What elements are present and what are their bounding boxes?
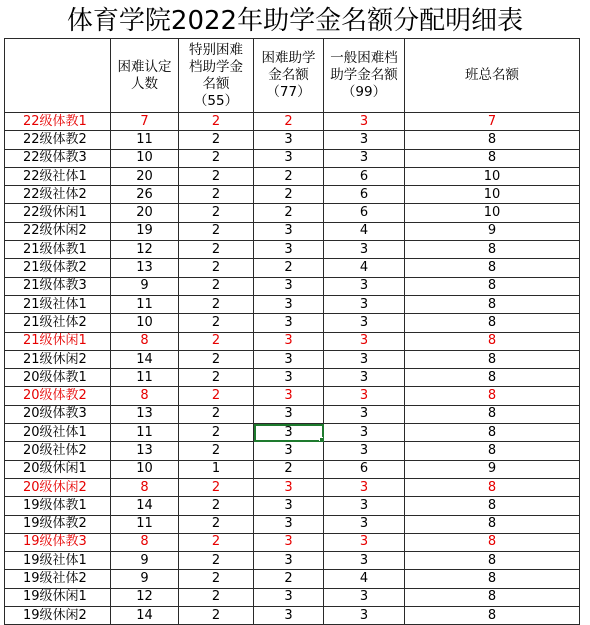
table-row bbox=[5, 607, 580, 625]
general-quota-cell[interactable]: 3 bbox=[324, 533, 405, 551]
special-quota-cell[interactable]: 2 bbox=[179, 167, 254, 185]
hardship-quota-cell[interactable]: 2 bbox=[254, 259, 324, 277]
hardship-quota-cell[interactable]: 3 bbox=[254, 222, 324, 240]
class-name-cell[interactable]: 19级休闲2 bbox=[5, 607, 111, 625]
class-total-cell[interactable]: 8 bbox=[405, 552, 580, 570]
general-quota-cell[interactable]: 4 bbox=[324, 570, 405, 588]
general-quota-cell[interactable]: 3 bbox=[324, 332, 405, 350]
special-quota-cell[interactable]: 2 bbox=[179, 295, 254, 313]
hardship-quota-cell[interactable]: 3 bbox=[254, 332, 324, 350]
header-cell-special[interactable]: 特别困难 档助学金 名额 （55） bbox=[179, 39, 254, 113]
special-quota-cell[interactable]: 2 bbox=[179, 607, 254, 625]
general-quota-cell[interactable]: 3 bbox=[324, 552, 405, 570]
recognized-count-cell[interactable]: 14 bbox=[111, 607, 179, 625]
recognized-count-cell[interactable]: 8 bbox=[111, 387, 179, 405]
table-row bbox=[5, 314, 580, 332]
special-quota-cell[interactable]: 2 bbox=[179, 222, 254, 240]
general-quota-cell[interactable]: 6 bbox=[324, 167, 405, 185]
hardship-quota-cell[interactable]: 2 bbox=[254, 570, 324, 588]
header-row bbox=[5, 39, 580, 113]
table-row bbox=[5, 204, 580, 222]
class-name-cell[interactable]: 22级休闲1 bbox=[5, 204, 111, 222]
class-name-cell[interactable]: 19级休闲1 bbox=[5, 588, 111, 606]
class-total-cell[interactable]: 8 bbox=[405, 241, 580, 259]
class-name-cell[interactable]: 22级体教2 bbox=[5, 131, 111, 149]
table-row bbox=[5, 497, 580, 515]
table-row bbox=[5, 186, 580, 204]
class-name-cell[interactable]: 22级体教1 bbox=[5, 113, 111, 131]
class-total-cell[interactable]: 8 bbox=[405, 424, 580, 442]
class-name-cell[interactable]: 21级体教1 bbox=[5, 241, 111, 259]
special-quota-cell[interactable]: 2 bbox=[179, 131, 254, 149]
table-row bbox=[5, 369, 580, 387]
header-cell-class[interactable] bbox=[5, 39, 111, 113]
special-quota-cell[interactable]: 2 bbox=[179, 497, 254, 515]
class-total-cell[interactable]: 10 bbox=[405, 167, 580, 185]
special-quota-cell[interactable]: 2 bbox=[179, 277, 254, 295]
hardship-quota-cell[interactable]: 3 bbox=[254, 552, 324, 570]
general-quota-cell[interactable]: 3 bbox=[324, 241, 405, 259]
table-row bbox=[5, 478, 580, 496]
recognized-count-cell[interactable]: 13 bbox=[111, 259, 179, 277]
general-quota-cell[interactable]: 6 bbox=[324, 460, 405, 478]
class-total-cell[interactable]: 8 bbox=[405, 369, 580, 387]
table-row bbox=[5, 387, 580, 405]
hardship-quota-cell[interactable]: 2 bbox=[254, 113, 324, 131]
header-cell-general[interactable]: 一般困难档 助学金名额 （99） bbox=[324, 39, 405, 113]
hardship-quota-cell[interactable]: 2 bbox=[254, 204, 324, 222]
table-row bbox=[5, 350, 580, 368]
special-quota-cell[interactable]: 2 bbox=[179, 204, 254, 222]
special-quota-cell[interactable]: 2 bbox=[179, 350, 254, 368]
recognized-count-cell[interactable]: 13 bbox=[111, 405, 179, 423]
class-name-cell[interactable]: 19级体教1 bbox=[5, 497, 111, 515]
hardship-quota-cell[interactable]: 2 bbox=[254, 186, 324, 204]
general-quota-cell[interactable]: 3 bbox=[324, 405, 405, 423]
recognized-count-cell[interactable]: 10 bbox=[111, 460, 179, 478]
class-total-cell[interactable]: 8 bbox=[405, 478, 580, 496]
hardship-quota-cell[interactable]: 3 bbox=[254, 131, 324, 149]
special-quota-cell[interactable]: 2 bbox=[179, 442, 254, 460]
general-quota-cell[interactable]: 3 bbox=[324, 442, 405, 460]
special-quota-cell[interactable]: 1 bbox=[179, 460, 254, 478]
table-row bbox=[5, 515, 580, 533]
table-row bbox=[5, 332, 580, 350]
general-quota-cell[interactable]: 6 bbox=[324, 204, 405, 222]
class-name-cell[interactable]: 21级体教3 bbox=[5, 277, 111, 295]
general-quota-cell[interactable]: 3 bbox=[324, 478, 405, 496]
general-quota-cell[interactable]: 3 bbox=[324, 295, 405, 313]
hardship-quota-cell[interactable]: 3 bbox=[254, 149, 324, 167]
special-quota-cell[interactable]: 2 bbox=[179, 570, 254, 588]
recognized-count-cell[interactable]: 11 bbox=[111, 424, 179, 442]
class-total-cell[interactable]: 8 bbox=[405, 570, 580, 588]
table-row bbox=[5, 588, 580, 606]
recognized-count-cell[interactable]: 20 bbox=[111, 167, 179, 185]
recognized-count-cell[interactable]: 7 bbox=[111, 113, 179, 131]
general-quota-cell[interactable]: 3 bbox=[324, 369, 405, 387]
table-row bbox=[5, 424, 580, 442]
class-name-cell[interactable]: 21级体教2 bbox=[5, 259, 111, 277]
class-name-cell[interactable]: 20级体教3 bbox=[5, 405, 111, 423]
recognized-count-cell[interactable]: 11 bbox=[111, 295, 179, 313]
recognized-count-cell[interactable]: 14 bbox=[111, 350, 179, 368]
special-quota-cell[interactable]: 2 bbox=[179, 332, 254, 350]
allocation-table bbox=[4, 38, 580, 625]
hardship-quota-cell[interactable]: 3 bbox=[254, 478, 324, 496]
class-total-cell[interactable]: 8 bbox=[405, 259, 580, 277]
special-quota-cell[interactable]: 2 bbox=[179, 424, 254, 442]
class-total-cell[interactable]: 8 bbox=[405, 497, 580, 515]
special-quota-cell[interactable]: 2 bbox=[179, 259, 254, 277]
class-name-cell[interactable]: 19级社体2 bbox=[5, 570, 111, 588]
class-total-cell[interactable]: 8 bbox=[405, 131, 580, 149]
class-total-cell[interactable]: 10 bbox=[405, 204, 580, 222]
recognized-count-cell[interactable]: 12 bbox=[111, 588, 179, 606]
recognized-count-cell[interactable]: 9 bbox=[111, 552, 179, 570]
recognized-count-cell[interactable]: 11 bbox=[111, 515, 179, 533]
hardship-quota-cell[interactable]: 3 bbox=[254, 424, 324, 442]
table-row bbox=[5, 460, 580, 478]
special-quota-cell[interactable]: 2 bbox=[179, 588, 254, 606]
class-name-cell[interactable]: 20级社体1 bbox=[5, 424, 111, 442]
hardship-quota-cell[interactable]: 3 bbox=[254, 314, 324, 332]
general-quota-cell[interactable]: 3 bbox=[324, 131, 405, 149]
recognized-count-cell[interactable]: 11 bbox=[111, 131, 179, 149]
hardship-quota-cell[interactable]: 3 bbox=[254, 405, 324, 423]
header-cell-total[interactable]: 班总名额 bbox=[405, 39, 580, 113]
general-quota-cell[interactable]: 3 bbox=[324, 424, 405, 442]
class-name-cell[interactable]: 21级休闲1 bbox=[5, 332, 111, 350]
sheet-title: 体育学院2022年助学金名额分配明细表 bbox=[66, 6, 524, 36]
class-total-cell[interactable]: 8 bbox=[405, 277, 580, 295]
recognized-count-cell[interactable]: 8 bbox=[111, 478, 179, 496]
class-name-cell[interactable]: 22级休闲2 bbox=[5, 222, 111, 240]
general-quota-cell[interactable]: 3 bbox=[324, 497, 405, 515]
general-quota-cell[interactable]: 3 bbox=[324, 515, 405, 533]
class-total-cell[interactable]: 8 bbox=[405, 515, 580, 533]
general-quota-cell[interactable]: 4 bbox=[324, 222, 405, 240]
class-name-cell[interactable]: 20级休闲1 bbox=[5, 460, 111, 478]
general-quota-cell[interactable]: 6 bbox=[324, 186, 405, 204]
recognized-count-cell[interactable]: 10 bbox=[111, 149, 179, 167]
hardship-quota-cell[interactable]: 3 bbox=[254, 442, 324, 460]
class-name-cell[interactable]: 19级社体1 bbox=[5, 552, 111, 570]
table-row bbox=[5, 241, 580, 259]
class-name-cell[interactable]: 20级体教1 bbox=[5, 369, 111, 387]
table-row bbox=[5, 442, 580, 460]
class-name-cell[interactable]: 22级社体2 bbox=[5, 186, 111, 204]
class-total-cell[interactable]: 8 bbox=[405, 314, 580, 332]
table-row bbox=[5, 149, 580, 167]
general-quota-cell[interactable]: 3 bbox=[324, 277, 405, 295]
hardship-quota-cell[interactable]: 3 bbox=[254, 350, 324, 368]
table-row bbox=[5, 295, 580, 313]
table-row bbox=[5, 405, 580, 423]
class-total-cell[interactable]: 8 bbox=[405, 607, 580, 625]
class-name-cell[interactable]: 21级社体1 bbox=[5, 295, 111, 313]
table-row bbox=[5, 167, 580, 185]
hardship-quota-cell[interactable]: 3 bbox=[254, 588, 324, 606]
recognized-count-cell[interactable]: 9 bbox=[111, 277, 179, 295]
recognized-count-cell[interactable]: 9 bbox=[111, 570, 179, 588]
class-name-cell[interactable]: 22级社体1 bbox=[5, 167, 111, 185]
special-quota-cell[interactable]: 2 bbox=[179, 552, 254, 570]
hardship-quota-cell[interactable]: 2 bbox=[254, 167, 324, 185]
recognized-count-cell[interactable]: 8 bbox=[111, 332, 179, 350]
table-row bbox=[5, 222, 580, 240]
recognized-count-cell[interactable]: 13 bbox=[111, 442, 179, 460]
hardship-quota-cell[interactable]: 3 bbox=[254, 387, 324, 405]
table-row bbox=[5, 570, 580, 588]
class-total-cell[interactable]: 9 bbox=[405, 222, 580, 240]
class-total-cell[interactable]: 8 bbox=[405, 442, 580, 460]
general-quota-cell[interactable]: 3 bbox=[324, 350, 405, 368]
general-quota-cell[interactable]: 3 bbox=[324, 607, 405, 625]
recognized-count-cell[interactable]: 11 bbox=[111, 369, 179, 387]
general-quota-cell[interactable]: 3 bbox=[324, 588, 405, 606]
class-name-cell[interactable]: 19级体教3 bbox=[5, 533, 111, 551]
special-quota-cell[interactable]: 2 bbox=[179, 314, 254, 332]
special-quota-cell[interactable]: 2 bbox=[179, 405, 254, 423]
hardship-quota-cell[interactable]: 3 bbox=[254, 295, 324, 313]
recognized-count-cell[interactable]: 26 bbox=[111, 186, 179, 204]
hardship-quota-cell[interactable]: 3 bbox=[254, 497, 324, 515]
class-total-cell[interactable]: 8 bbox=[405, 387, 580, 405]
class-name-cell[interactable]: 19级体教2 bbox=[5, 515, 111, 533]
special-quota-cell[interactable]: 2 bbox=[179, 113, 254, 131]
header-cell-recognized[interactable]: 困难认定 人数 bbox=[111, 39, 179, 113]
table-row bbox=[5, 277, 580, 295]
recognized-count-cell[interactable]: 12 bbox=[111, 241, 179, 259]
class-name-cell[interactable]: 22级体教3 bbox=[5, 149, 111, 167]
special-quota-cell[interactable]: 2 bbox=[179, 478, 254, 496]
table-row bbox=[5, 259, 580, 277]
class-name-cell[interactable]: 20级体教2 bbox=[5, 387, 111, 405]
recognized-count-cell[interactable]: 19 bbox=[111, 222, 179, 240]
hardship-quota-cell[interactable]: 3 bbox=[254, 533, 324, 551]
recognized-count-cell[interactable]: 8 bbox=[111, 533, 179, 551]
hardship-quota-cell[interactable]: 3 bbox=[254, 607, 324, 625]
table-row bbox=[5, 113, 580, 131]
special-quota-cell[interactable]: 2 bbox=[179, 149, 254, 167]
class-total-cell[interactable]: 7 bbox=[405, 113, 580, 131]
hardship-quota-cell[interactable]: 3 bbox=[254, 277, 324, 295]
hardship-quota-cell[interactable]: 3 bbox=[254, 241, 324, 259]
class-total-cell[interactable]: 8 bbox=[405, 332, 580, 350]
recognized-count-cell[interactable]: 20 bbox=[111, 204, 179, 222]
special-quota-cell[interactable]: 2 bbox=[179, 387, 254, 405]
class-total-cell[interactable]: 8 bbox=[405, 350, 580, 368]
general-quota-cell[interactable]: 3 bbox=[324, 113, 405, 131]
class-name-cell[interactable]: 21级休闲2 bbox=[5, 350, 111, 368]
class-total-cell[interactable]: 8 bbox=[405, 405, 580, 423]
recognized-count-cell[interactable]: 14 bbox=[111, 497, 179, 515]
class-total-cell[interactable]: 8 bbox=[405, 295, 580, 313]
general-quota-cell[interactable]: 4 bbox=[324, 259, 405, 277]
general-quota-cell[interactable]: 3 bbox=[324, 314, 405, 332]
class-total-cell[interactable]: 8 bbox=[405, 149, 580, 167]
special-quota-cell[interactable]: 2 bbox=[179, 241, 254, 259]
hardship-quota-cell[interactable]: 3 bbox=[254, 369, 324, 387]
general-quota-cell[interactable]: 3 bbox=[324, 387, 405, 405]
special-quota-cell[interactable]: 2 bbox=[179, 186, 254, 204]
header-cell-hardship[interactable]: 困难助学 金名额 （77） bbox=[254, 39, 324, 113]
general-quota-cell[interactable]: 3 bbox=[324, 149, 405, 167]
table-row bbox=[5, 131, 580, 149]
special-quota-cell[interactable]: 2 bbox=[179, 515, 254, 533]
class-name-cell[interactable]: 20级休闲2 bbox=[5, 478, 111, 496]
class-name-cell[interactable]: 21级社体2 bbox=[5, 314, 111, 332]
class-total-cell[interactable]: 8 bbox=[405, 588, 580, 606]
class-name-cell[interactable]: 20级社体2 bbox=[5, 442, 111, 460]
class-total-cell[interactable]: 8 bbox=[405, 533, 580, 551]
hardship-quota-cell[interactable]: 3 bbox=[254, 515, 324, 533]
recognized-count-cell[interactable]: 10 bbox=[111, 314, 179, 332]
hardship-quota-cell[interactable]: 2 bbox=[254, 460, 324, 478]
table-row bbox=[5, 552, 580, 570]
class-total-cell[interactable]: 9 bbox=[405, 460, 580, 478]
table-row bbox=[5, 533, 580, 551]
special-quota-cell[interactable]: 2 bbox=[179, 533, 254, 551]
class-total-cell[interactable]: 10 bbox=[405, 186, 580, 204]
special-quota-cell[interactable]: 2 bbox=[179, 369, 254, 387]
